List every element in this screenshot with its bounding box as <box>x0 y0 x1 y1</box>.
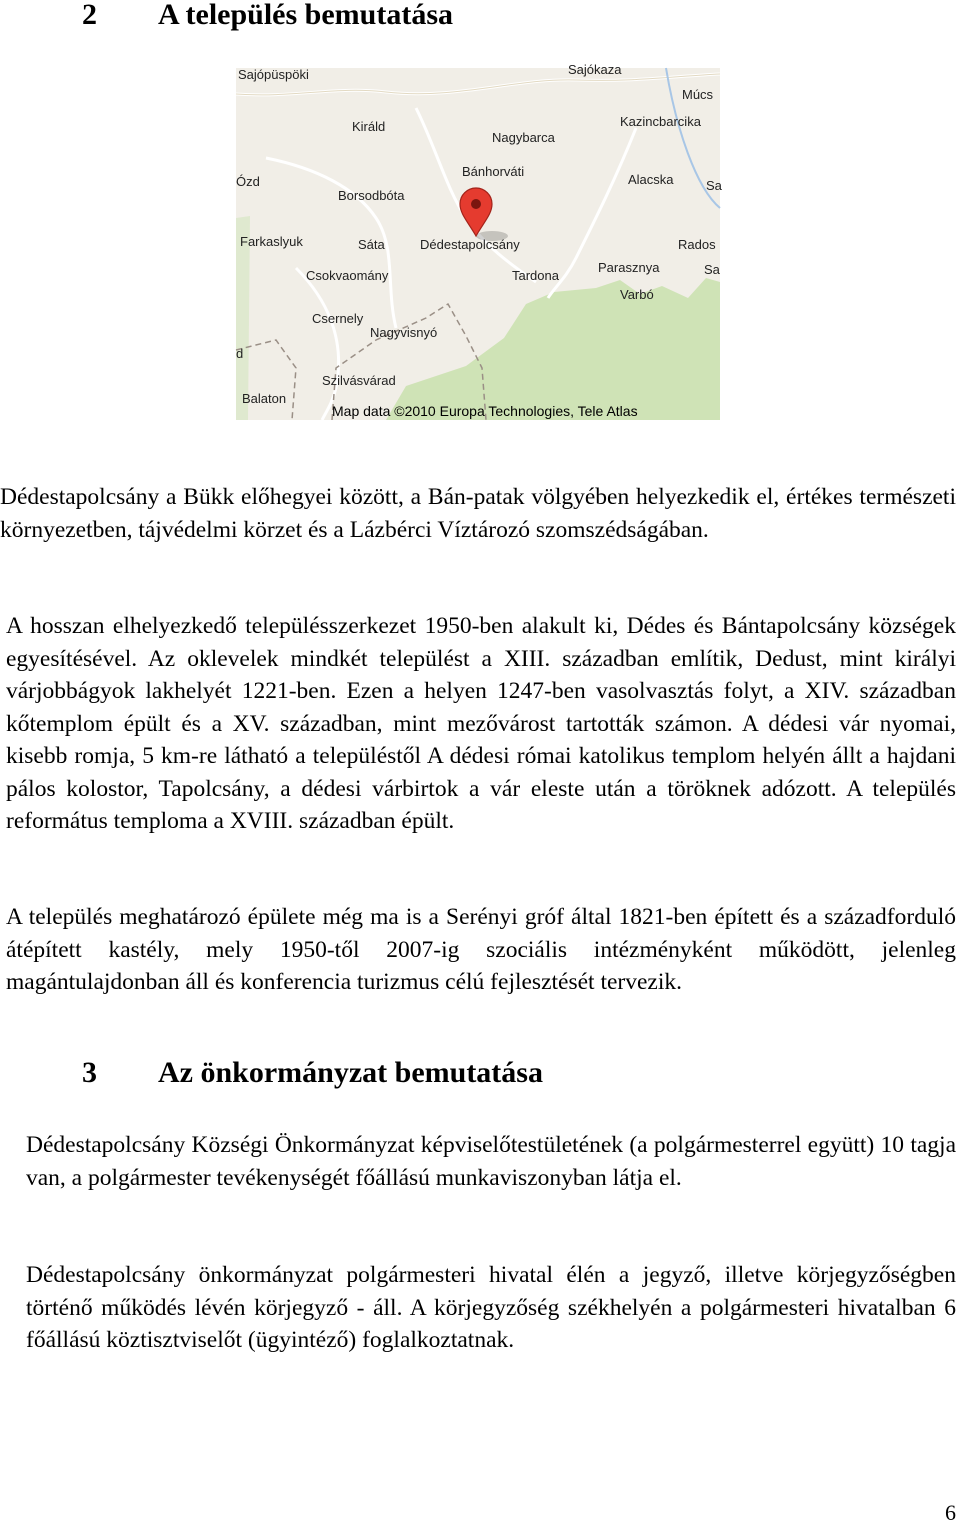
map-label: Alacska <box>628 172 674 187</box>
map-attribution: Map data ©2010 Europa Technologies, Tele Atlas <box>332 403 638 419</box>
forest-area <box>386 278 720 420</box>
map-label: Sajókaza <box>568 62 622 77</box>
section-number: 3 <box>82 1056 97 1089</box>
section-title: Az önkormányzat bemutatása <box>158 1056 543 1089</box>
section-number: 2 <box>82 0 97 31</box>
section-title: A település bemutatása <box>158 0 453 31</box>
map-label: Balaton <box>242 391 287 406</box>
map-label: Ózd <box>236 174 260 189</box>
location-pin-icon <box>460 188 508 241</box>
map-label: Sa <box>706 178 722 193</box>
map-label: Kazincbarcika <box>620 114 701 129</box>
paragraph-location: Dédestapolcsány a Bükk előhegyei között, a Bán-patak völgyében helyezkedik el, értékes természeti környezetben, tájvédelmi körzet és a Lázbérci Víztározó szomszédságában. <box>0 484 956 543</box>
paragraph-history: A hosszan elhelyezkedő településszerkezet 1950-ben alakult ki, Dédes és Bántapolcsány községek egyesítésével. Az oklevelek mindkét települést a XIII. században említik, Dedust, mint királyi várjobbágyok lakhelyét 1221-ben. Ezen a helyen 1247-ben vasolvasztás folyt, a XIV. században kőtemplom épült és a XV. században, mint mezővárost tartották számon. A dédesi vár nyomai, kisebb romja, 5 km-re látható a településtől A dédesi római katolikus templom helyén állt a hajdani pálos kolostor, Tapolcsány, a dédesi várbirtok a vár eleste után a töröknek adózott. A település református temploma a XVIII. században épült. <box>6 613 956 834</box>
map-label: Rados <box>678 237 716 252</box>
paragraph-office: Dédestapolcsány önkormányzat polgármesteri hivatal élén a jegyző, illetve körjegyzőségben történő működés lévén körjegyző - áll. A körjegyzőség székhelyén a polgármesteri hivatalban 6 főállású köztisztviselőt (ügyintéző) foglalkoztatnak. <box>26 1262 956 1353</box>
map-label: Parasznya <box>598 260 660 275</box>
paragraph-council: Dédestapolcsány Községi Önkormányzat képviselőtestületének (a polgármesterrel együtt) 10 tagja van, a polgármester tevékenységét főállású munkaviszonyban látja el. <box>26 1132 956 1191</box>
map-label: Nagybarca <box>492 130 555 145</box>
paragraph-castle: A település meghatározó épülete még ma is a Serényi gróf által 1821-ben épített és a századforduló átépített kastély, mely 1950-től 2007-ig szociális intézményként működött, jelenleg magántulajdonban áll és konferencia turizmus célú fejlesztését tervezik. <box>6 904 956 995</box>
map-label: Borsodbóta <box>338 188 405 203</box>
map-label: Csernely <box>312 311 364 326</box>
map-label: Szilvásvárad <box>322 373 396 388</box>
map-label: Sa <box>704 262 720 277</box>
map-label: Tardona <box>512 268 559 283</box>
road <box>296 268 339 420</box>
map-label: Bánhorváti <box>462 164 525 179</box>
map-label: Farkaslyuk <box>240 234 303 249</box>
map-label: Királd <box>352 119 386 134</box>
map-label: Dédestapolcsány <box>420 237 520 252</box>
map-label: Sáta <box>358 237 385 252</box>
location-map <box>236 62 722 420</box>
map-label: Múcs <box>682 87 714 102</box>
map-label: d <box>236 346 244 361</box>
map-label: Nagyvisnyó <box>370 325 438 340</box>
map-label: Csokvaomány <box>306 268 389 283</box>
map-label: Varbó <box>620 287 654 302</box>
page-number: 6 <box>945 1500 956 1525</box>
map-label: Sajópüspöki <box>238 67 309 82</box>
